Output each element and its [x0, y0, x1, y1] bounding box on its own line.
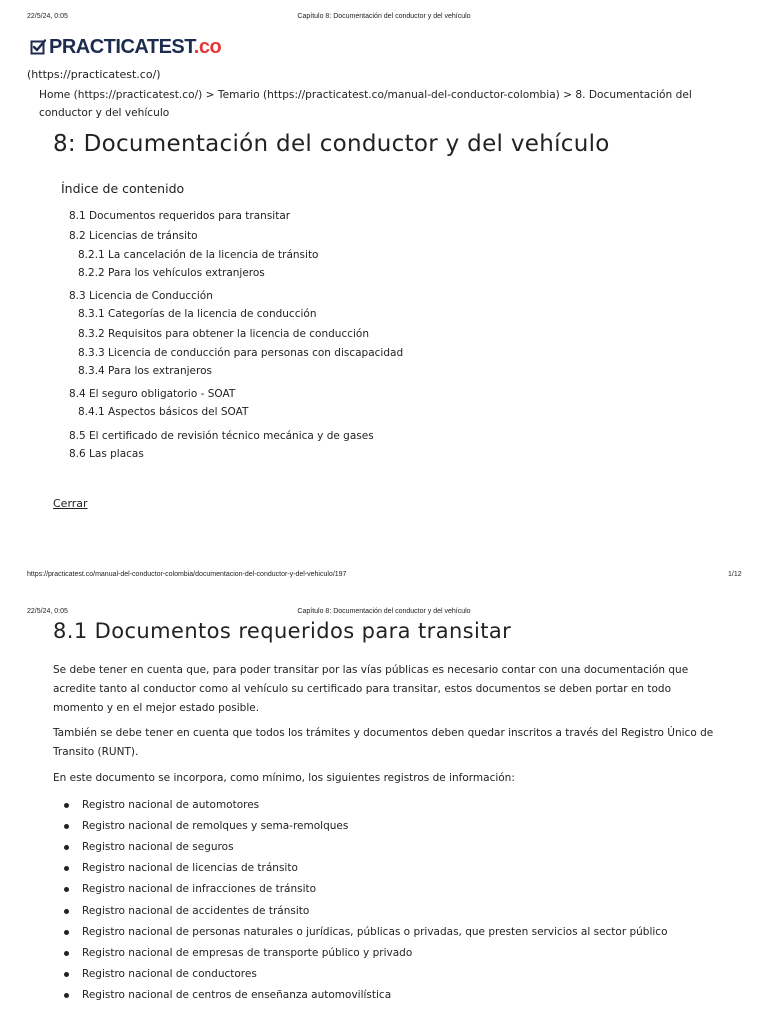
toc-item[interactable]: 8.4 El seguro obligatorio - SOAT	[69, 388, 236, 400]
bullet-icon	[64, 951, 69, 956]
checkbox-check-icon	[30, 39, 46, 55]
site-logo[interactable]	[30, 36, 221, 58]
page-title: 8: Documentación del conductor y del vehículo	[53, 131, 610, 157]
toc-title: Índice de contenido	[61, 181, 185, 196]
section-paragraph: Se debe tener en cuenta que, para poder transitar por las vías públicas es necesario contar con una documentación que acredite tanto al conductor como al vehículo su certificado para transitar, estos documentos se deben portar en todo momento y en el mejor estado posible.	[53, 664, 689, 714]
bullet-icon	[64, 930, 69, 935]
print-datetime-2: 22/5/24, 0:05	[27, 608, 68, 615]
toc-subitem[interactable]: 8.3.1 Categorías de la licencia de conducción	[78, 308, 317, 320]
section-paragraph: En este documento se incorpora, como mínimo, los siguientes registros de información:	[53, 772, 515, 784]
list-item-text: Registro nacional de licencias de tránsito	[82, 862, 298, 874]
logo-wordmark	[49, 36, 221, 58]
list-item-text: Registro nacional de personas naturales o jurídicas, públicas o privadas, que presten servicios al sector público	[82, 926, 668, 938]
breadcrumb[interactable]: Home (https://practicatest.co/) > Temario (https://practicatest.co/manual-del-conductor-colombia) > 8. Documentación del conductor y del vehículo	[39, 89, 692, 119]
toc-item[interactable]: 8.2 Licencias de tránsito	[69, 230, 198, 242]
logo-brand-suffix: .co	[193, 36, 222, 58]
list-item-text: Registro nacional de remolques y sema-remolques	[82, 820, 349, 832]
bullet-icon	[64, 909, 69, 914]
print-doc-title-2: Capítulo 8: Documentación del conductor y del vehículo	[297, 608, 471, 615]
bullet-icon	[64, 845, 69, 850]
logo-url-link[interactable]: (https://practicatest.co/)	[27, 68, 161, 81]
list-item-text: Registro nacional de centros de enseñanza automovilística	[82, 989, 392, 1001]
toc-item[interactable]: 8.6 Las placas	[69, 448, 144, 460]
print-doc-title: Capítulo 8: Documentación del conductor y del vehículo	[297, 13, 471, 20]
toc-subitem[interactable]: 8.4.1 Aspectos básicos del SOAT	[78, 406, 249, 418]
logo-brand-test: TEST	[146, 36, 194, 58]
print-page-number: 1/12	[728, 571, 742, 578]
close-toc-link[interactable]: Cerrar	[53, 497, 88, 510]
bullet-icon	[64, 972, 69, 977]
toc-subitem[interactable]: 8.2.2 Para los vehículos extranjeros	[78, 267, 265, 279]
toc-item[interactable]: 8.5 El certificado de revisión técnico mecánica y de gases	[69, 430, 374, 442]
list-item-text: Registro nacional de automotores	[82, 799, 260, 811]
toc-subitem[interactable]: 8.3.4 Para los extranjeros	[78, 365, 212, 377]
toc-subitem[interactable]: 8.2.1 La cancelación de la licencia de tránsito	[78, 249, 319, 261]
list-item-text: Registro nacional de conductores	[82, 968, 257, 980]
toc-subitem[interactable]: 8.3.3 Licencia de conducción para personas con discapacidad	[78, 347, 404, 359]
section-title: 8.1 Documentos requeridos para transitar	[53, 619, 512, 643]
print-datetime: 22/5/24, 0:05	[27, 13, 68, 20]
list-item-text: Registro nacional de seguros	[82, 841, 234, 853]
list-item-text: Registro nacional de empresas de transporte público y privado	[82, 947, 413, 959]
print-footer-url: https://practicatest.co/manual-del-conductor-colombia/documentacion-del-conductor-y-del-vehiculo/197	[27, 571, 347, 578]
toc-item[interactable]: 8.1 Documentos requeridos para transitar	[69, 210, 291, 222]
bullet-icon	[64, 803, 69, 808]
toc-subitem[interactable]: 8.3.2 Requisitos para obtener la licencia de conducción	[78, 328, 369, 340]
list-item-text: Registro nacional de accidentes de tránsito	[82, 905, 310, 917]
bullet-icon	[64, 993, 69, 998]
bullet-icon	[64, 887, 69, 892]
logo-brand-main: PRACTICA	[49, 36, 147, 58]
bullet-icon	[64, 824, 69, 829]
toc-item[interactable]: 8.3 Licencia de Conducción	[69, 290, 213, 302]
section-paragraph: También se debe tener en cuenta que todos los trámites y documentos deben quedar inscritos a través del Registro Único de Transito (RUNT).	[53, 727, 714, 758]
list-item-text: Registro nacional de infracciones de tránsito	[82, 883, 317, 895]
bullet-icon	[64, 866, 69, 871]
